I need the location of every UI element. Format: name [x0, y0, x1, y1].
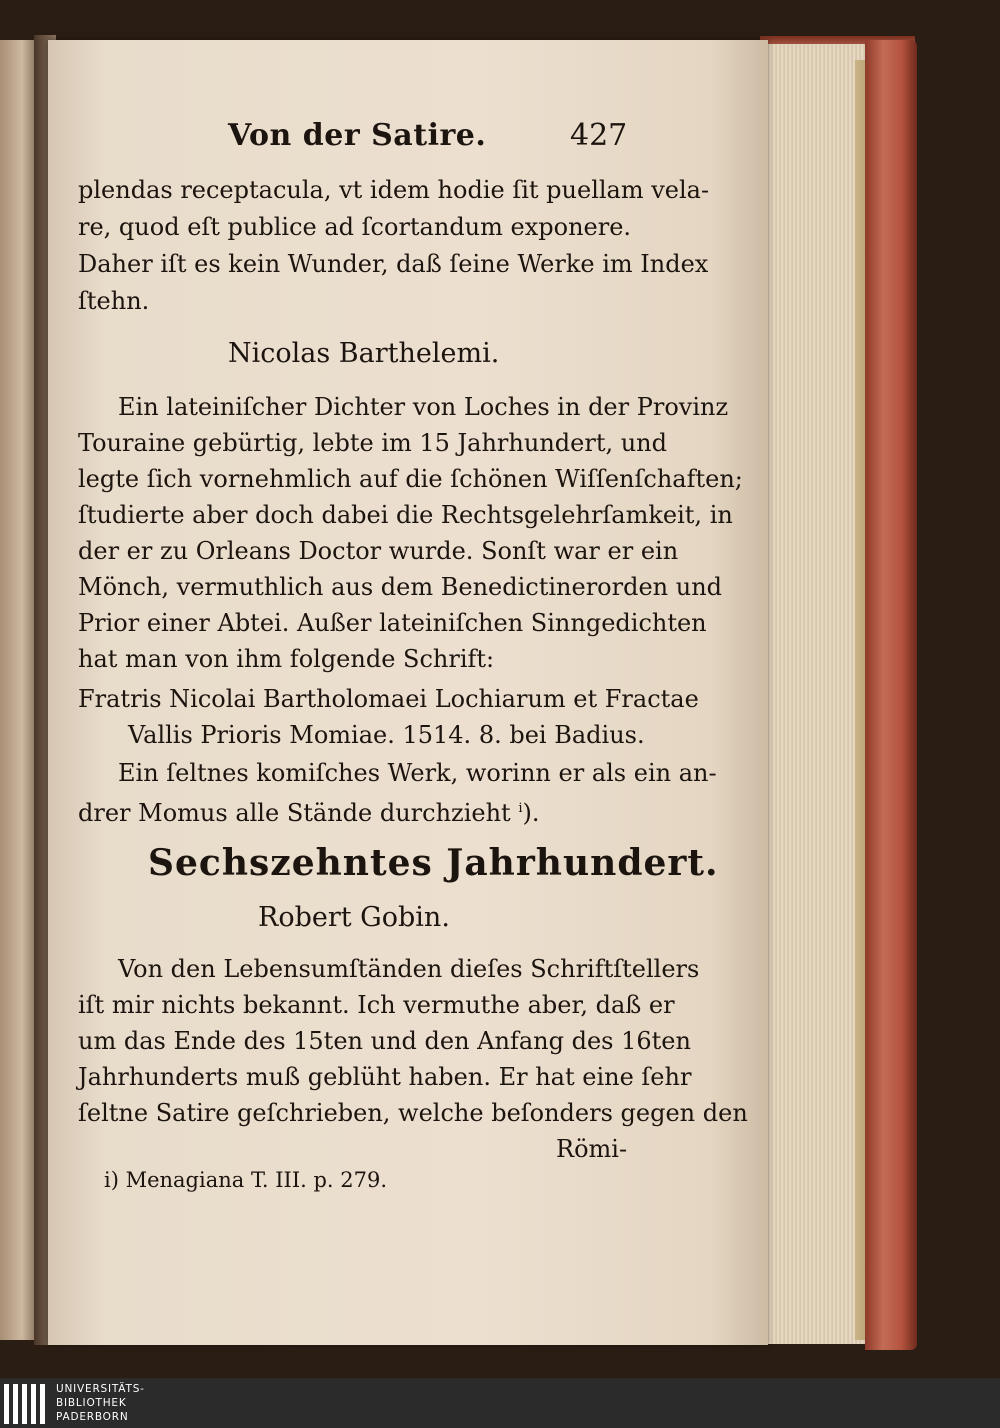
- text-line: plendas receptacula, vt idem hodie ſit puellam vela-: [78, 176, 710, 204]
- book-cover: [865, 40, 917, 1350]
- text-line: Ein ſeltnes komiſches Werk, worinn er als ein an-: [118, 759, 717, 787]
- library-logo-icon: [4, 1384, 48, 1424]
- text-line: ſtudierte aber doch dabei die Rechtsgelehrſamkeit, in: [78, 501, 733, 529]
- text-line: Touraine gebürtig, lebte im 15 Jahrhundert, und: [78, 429, 667, 457]
- section-heading: Robert Gobin.: [258, 902, 450, 933]
- text-line: um das Ende des 15ten und den Anfang des 16ten: [78, 1027, 691, 1055]
- text-line: Mönch, vermuthlich aus dem Benedictinerorden und: [78, 573, 723, 601]
- page-number: 427: [570, 118, 628, 153]
- library-name: [56, 1382, 145, 1424]
- library-name-line2: BIBLIOTHEK: [56, 1397, 127, 1409]
- footnote-marker-close: ).: [522, 799, 540, 827]
- catchword: Römi-: [556, 1135, 628, 1163]
- text-line-body: drer Momus alle Stände durchzieht: [78, 799, 511, 827]
- text-line: Ein lateiniſcher Dichter von Loches in der Provinz: [118, 393, 729, 421]
- text-line: iſt mir nichts bekannt. Ich vermuthe aber, daß er: [78, 991, 675, 1019]
- citation-line: Fratris Nicolai Bartholomaei Lochiarum et Fractae: [78, 685, 699, 713]
- library-name-line3: PADERBORN: [56, 1411, 129, 1423]
- chapter-heading: Sechszehntes Jahrhundert.: [148, 842, 719, 884]
- running-head-title: Von der Satire.: [228, 118, 487, 153]
- footnote-marker: i: [518, 801, 523, 816]
- text-line: legte ſich vornehmlich auf die ſchönen Wiſſenſchaften;: [78, 465, 743, 493]
- library-name-line1: UNIVERSITÄTS-: [56, 1383, 145, 1395]
- running-head: [228, 118, 628, 162]
- text-line: ſtehn.: [78, 287, 150, 315]
- text-line: Von den Lebensumſtänden dieſes Schriftſtellers: [118, 955, 700, 983]
- footnote: i) Menagiana T. III. p. 279.: [104, 1168, 388, 1192]
- text-line: Daher iſt es kein Wunder, daß ſeine Werke im Index: [78, 250, 709, 278]
- text-line: Prior einer Abtei. Außer lateiniſchen Sinngedichten: [78, 609, 707, 637]
- text-line: hat man von ihm folgende Schrift:: [78, 645, 495, 673]
- text-line: [78, 794, 540, 828]
- page-edges: [752, 44, 871, 1344]
- text-line: Jahrhunderts muß geblüht haben. Er hat eine ſehr: [78, 1063, 692, 1091]
- section-heading: Nicolas Barthelemi.: [228, 338, 500, 369]
- text-line: re, quod eſt publice ad ſcortandum exponere.: [78, 213, 632, 241]
- citation-line: Vallis Prioris Momiae. 1514. 8. bei Badius.: [128, 721, 645, 749]
- text-line: ſeltne Satire geſchrieben, welche beſonders gegen den: [78, 1099, 748, 1127]
- text-line: der er zu Orleans Doctor wurde. Sonſt war er ein: [78, 537, 679, 565]
- library-footer: [0, 1378, 1000, 1428]
